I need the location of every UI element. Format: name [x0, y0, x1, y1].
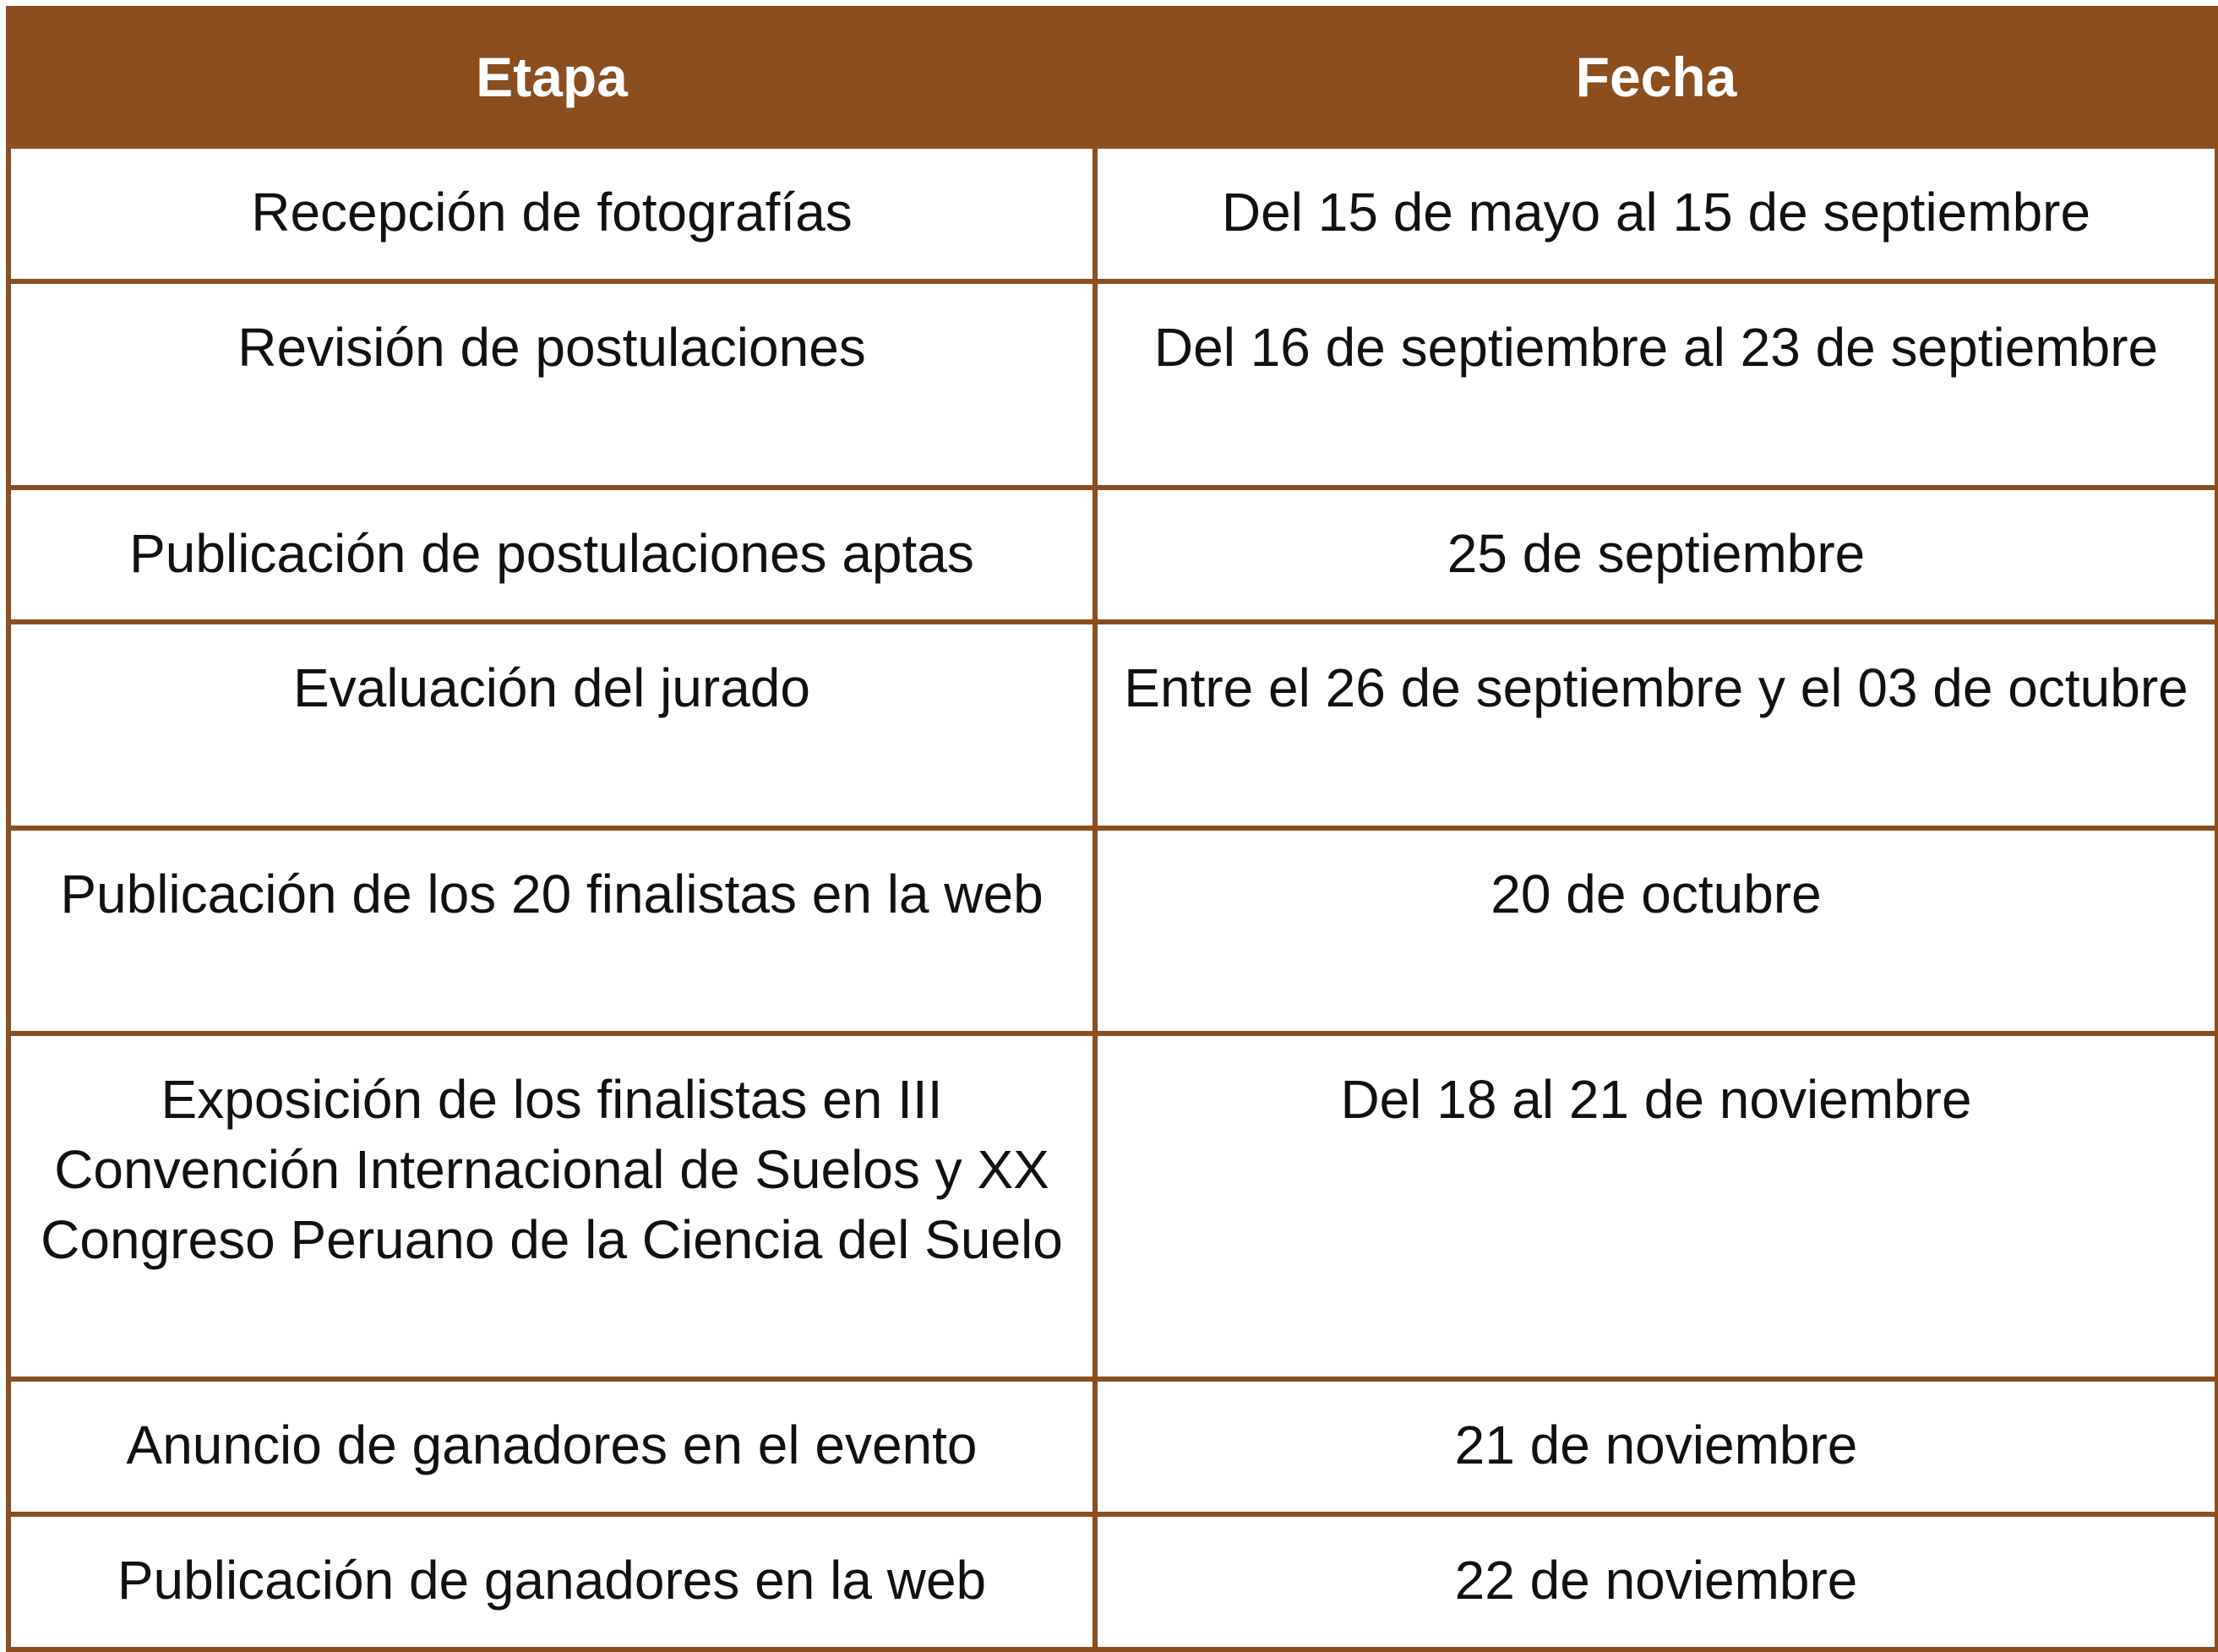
table-row — [8, 488, 2217, 622]
cell-etapa: Revisión de postulaciones — [8, 281, 1095, 488]
table-row — [8, 1379, 2217, 1514]
cell-etapa: Publicación de los 20 finalistas en la web — [8, 828, 1095, 1033]
header-fecha: Fecha — [1095, 8, 2217, 146]
cell-fecha: Del 18 al 21 de noviembre — [1095, 1033, 2217, 1379]
cell-etapa: Publicación de postulaciones aptas — [8, 488, 1095, 622]
cell-fecha: Del 16 de septiembre al 23 de septiembre — [1095, 281, 2217, 488]
table-row — [8, 146, 2217, 281]
table-header-row — [8, 8, 2217, 146]
cell-etapa: Evaluación del jurado — [8, 622, 1095, 828]
header-etapa: Etapa — [8, 8, 1095, 146]
table-row — [8, 828, 2217, 1033]
cell-etapa: Anuncio de ganadores en el evento — [8, 1379, 1095, 1514]
cell-fecha: 20 de octubre — [1095, 828, 2217, 1033]
cell-etapa: Exposición de los finalistas en III Convención Internacional de Suelos y XX Congreso Peruano de la Ciencia del Suelo — [8, 1033, 1095, 1379]
table-row — [8, 622, 2217, 828]
cell-fecha: 21 de noviembre — [1095, 1379, 2217, 1514]
cell-fecha: Del 15 de mayo al 15 de septiembre — [1095, 146, 2217, 281]
cell-etapa: Publicación de ganadores en la web — [8, 1514, 1095, 1649]
schedule-table — [6, 6, 2218, 1652]
cell-fecha: 25 de septiembre — [1095, 488, 2217, 622]
table-row — [8, 281, 2217, 488]
cell-etapa: Recepción de fotografías — [8, 146, 1095, 281]
table-row — [8, 1033, 2217, 1379]
cell-fecha: Entre el 26 de septiembre y el 03 de octubre — [1095, 622, 2217, 828]
table-row — [8, 1514, 2217, 1649]
cell-fecha: 22 de noviembre — [1095, 1514, 2217, 1649]
